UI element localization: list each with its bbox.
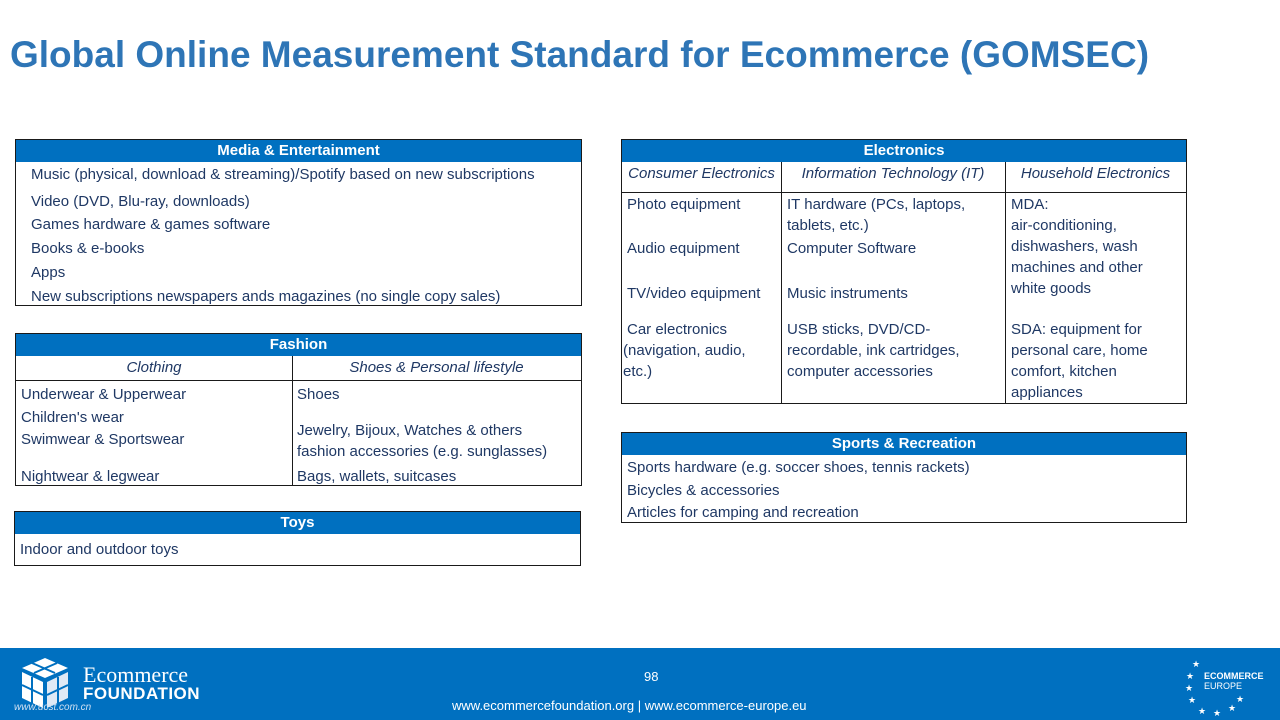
it-item: Computer Software — [787, 240, 917, 257]
consumer-electronics-item: Audio equipment — [627, 240, 740, 257]
logo-text-ecommerce: Ecommerce — [83, 662, 189, 687]
sports-item: Articles for camping and recreation — [627, 504, 859, 521]
household-item: comfort, kitchen — [1011, 363, 1117, 380]
household-item: machines and other — [1011, 259, 1143, 276]
it-item: Music instruments — [787, 285, 908, 302]
fashion-shoes-item: Jewelry, Bijoux, Watches & others — [297, 422, 523, 439]
household-item: MDA: — [1011, 196, 1049, 213]
fashion-table — [15, 333, 582, 486]
household-item: appliances — [1011, 384, 1083, 401]
it-item: tablets, etc.) — [787, 217, 869, 234]
media-item: Video (DVD, Blu-ray, downloads) — [31, 193, 250, 210]
fashion-header: Fashion — [16, 334, 581, 356]
fashion-clothing-item: Underwear & Upperwear — [21, 386, 187, 403]
household-item: dishwashers, wash — [1011, 238, 1138, 255]
fashion-shoes-item: Shoes — [297, 386, 340, 403]
fashion-col-clothing-header: Clothing — [126, 359, 182, 376]
eu-logo-text-europe: EUROPE — [1204, 681, 1243, 691]
media-entertainment-table — [15, 139, 582, 306]
svg-text:★: ★ — [1185, 684, 1194, 694]
media-item: Games hardware & games software — [31, 216, 271, 233]
fashion-clothing-item: Swimwear & Sportswear — [21, 431, 185, 448]
media-item: Apps — [31, 264, 66, 281]
svg-text:★: ★ — [1228, 704, 1237, 714]
electronics-col-household-header: Household Electronics — [1020, 165, 1171, 182]
sports-recreation-table — [621, 432, 1187, 523]
media-item: Books & e-books — [31, 240, 145, 257]
eu-logo-text-ecommerce: ECOMMERCE — [1204, 671, 1264, 681]
consumer-electronics-item: TV/video equipment — [627, 285, 761, 302]
it-item: USB sticks, DVD/CD- — [787, 321, 931, 338]
electronics-col-consumer-header: Consumer Electronics — [628, 165, 775, 182]
fashion-col-shoes-header: Shoes & Personal lifestyle — [349, 359, 524, 376]
fashion-clothing-item: Children's wear — [21, 409, 124, 426]
footer-urls: www.ecommercefoundation.org | www.ecommerce-europe.eu — [452, 698, 807, 713]
fashion-shoes-item: fashion accessories (e.g. sunglasses) — [297, 443, 548, 460]
sports-item: Bicycles & accessories — [627, 482, 780, 499]
page-number: 98 — [644, 669, 659, 684]
consumer-electronics-item: etc.) — [623, 363, 653, 380]
household-item: SDA: equipment for — [1011, 321, 1142, 338]
it-item: recordable, ink cartridges, — [787, 342, 960, 359]
fashion-clothing-item: Nightwear & legwear — [21, 468, 160, 485]
column-divider — [292, 356, 293, 485]
electronics-header: Electronics — [622, 140, 1186, 162]
svg-text:★: ★ — [1186, 672, 1195, 682]
watermark: www.ucst.com.cn — [14, 702, 92, 713]
toys-header: Toys — [15, 512, 580, 534]
svg-text:★: ★ — [1192, 660, 1201, 670]
svg-text:★: ★ — [1188, 696, 1197, 706]
footer-bar — [0, 648, 1280, 720]
media-header: Media & Entertainment — [16, 140, 581, 162]
sports-item: Sports hardware (e.g. soccer shoes, tennis rackets) — [627, 459, 970, 476]
toys-table — [14, 511, 581, 566]
consumer-electronics-item: Car electronics — [627, 321, 728, 338]
media-item: Music (physical, download & streaming)/Spotify based on new subscriptions — [31, 166, 535, 183]
column-divider — [1005, 162, 1006, 403]
svg-text:★: ★ — [1198, 707, 1207, 717]
page-title: Global Online Measurement Standard for Ecommerce (GOMSEC) — [10, 34, 1150, 75]
it-item: IT hardware (PCs, laptops, — [787, 196, 966, 213]
it-item: computer accessories — [787, 363, 933, 380]
logo-text-foundation: FOUNDATION — [83, 684, 201, 703]
sports-header: Sports & Recreation — [622, 433, 1186, 455]
electronics-subheader-row — [622, 162, 1186, 193]
fashion-subheader-row — [16, 356, 581, 381]
electronics-col-it-header: Information Technology (IT) — [801, 165, 985, 182]
media-item: New subscriptions newspapers ands magazines (no single copy sales) — [31, 288, 501, 305]
toys-item: Indoor and outdoor toys — [20, 541, 179, 558]
household-item: personal care, home — [1011, 342, 1148, 359]
svg-text:★: ★ — [1213, 709, 1222, 719]
household-item: white goods — [1011, 280, 1092, 297]
column-divider — [781, 162, 782, 403]
ecommerce-europe-logo-icon — [1186, 658, 1266, 718]
svg-text:★: ★ — [1236, 695, 1245, 705]
consumer-electronics-item: (navigation, audio, — [623, 342, 746, 359]
consumer-electronics-item: Photo equipment — [627, 196, 741, 213]
fashion-shoes-item: Bags, wallets, suitcases — [297, 468, 457, 485]
household-item: air-conditioning, — [1011, 217, 1117, 234]
electronics-table — [621, 139, 1187, 404]
